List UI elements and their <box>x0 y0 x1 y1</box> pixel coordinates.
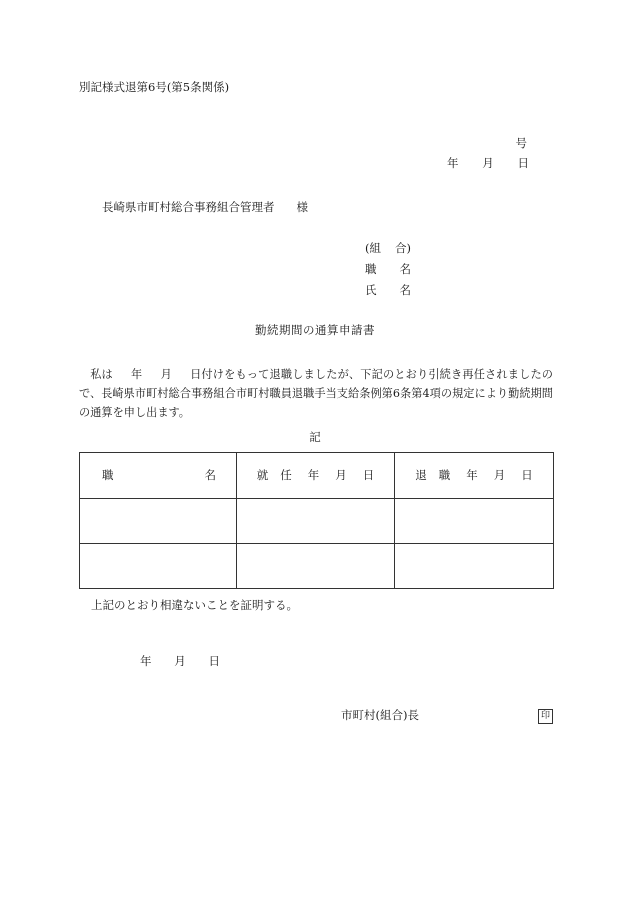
name-char-1: 氏 <box>365 283 377 297</box>
certification-date <box>140 656 220 668</box>
position-char-1: 職 <box>365 262 377 276</box>
col3-char: 退 <box>415 467 427 482</box>
body-text: 日付けをもって退職しましたが、下記のとおり引続き再任されましたので、長崎県市町村総合事務組合市町村職員退職手当支給条例第6条第4項の規定により勤続期間の通算を申し出ます。 <box>79 368 553 419</box>
date-month-label: 月 <box>482 156 494 170</box>
addressee-honorific: 様 <box>296 200 308 214</box>
body-year: 年 <box>130 368 143 381</box>
body-month: 月 <box>160 368 172 381</box>
cert-year-label: 年 <box>140 654 152 668</box>
col-position <box>80 453 237 499</box>
col-position-char-1: 職 <box>102 467 114 482</box>
col3-char: 月 <box>493 467 506 482</box>
addressee-name: 長崎県市町村総合事務組合管理者 <box>102 200 275 214</box>
addressee <box>102 202 308 214</box>
col3-char: 職 <box>438 467 451 482</box>
kumiai-open: (組 <box>365 241 381 255</box>
col3-char: 日 <box>521 467 533 482</box>
name-char-2: 名 <box>399 283 411 297</box>
col2-char: 日 <box>362 467 375 482</box>
document-title: 勤続期間の通算申請書 <box>255 323 375 337</box>
table-header-row <box>80 453 554 499</box>
cell-retirement-date[interactable] <box>395 499 554 544</box>
ki-heading: 記 <box>309 430 321 444</box>
col-appointment-date <box>237 453 395 499</box>
applicant-block <box>365 243 411 306</box>
cell-appointment-date[interactable] <box>237 499 395 544</box>
date-day-label: 日 <box>517 156 529 170</box>
col2-char: 年 <box>307 467 320 482</box>
form-number: 別記様式退第6号(第5条関係) <box>79 80 230 94</box>
col-retirement-date <box>395 453 554 499</box>
col-position-char-2: 名 <box>204 467 216 482</box>
cell-retirement-date[interactable] <box>395 544 554 589</box>
col3-char: 年 <box>466 467 478 482</box>
table-row <box>80 499 554 544</box>
cell-position[interactable] <box>80 499 237 544</box>
applicant-kumiai <box>365 243 411 264</box>
col2-char: 就 <box>256 467 269 482</box>
cert-month-label: 月 <box>174 654 186 668</box>
application-body <box>79 365 553 422</box>
cell-appointment-date[interactable] <box>237 544 395 589</box>
cell-position[interactable] <box>80 544 237 589</box>
col2-char: 任 <box>280 467 292 482</box>
applicant-position <box>365 264 411 285</box>
document-number-label: 号 <box>515 136 527 150</box>
cert-day-label: 日 <box>208 654 220 668</box>
body-prefix: 私は <box>90 368 113 381</box>
date-year-label: 年 <box>447 156 459 170</box>
signer-title: 市町村(組合)長 <box>341 708 419 722</box>
position-char-2: 名 <box>399 262 411 276</box>
col2-char: 月 <box>335 467 347 482</box>
kumiai-close: 合) <box>395 241 411 255</box>
seal-icon: 印 <box>538 709 553 724</box>
table-row <box>80 544 554 589</box>
certification-text: 上記のとおり相違ないことを証明する。 <box>91 598 298 612</box>
service-record-table <box>79 452 554 589</box>
applicant-name <box>365 285 411 306</box>
submission-date <box>447 158 529 170</box>
